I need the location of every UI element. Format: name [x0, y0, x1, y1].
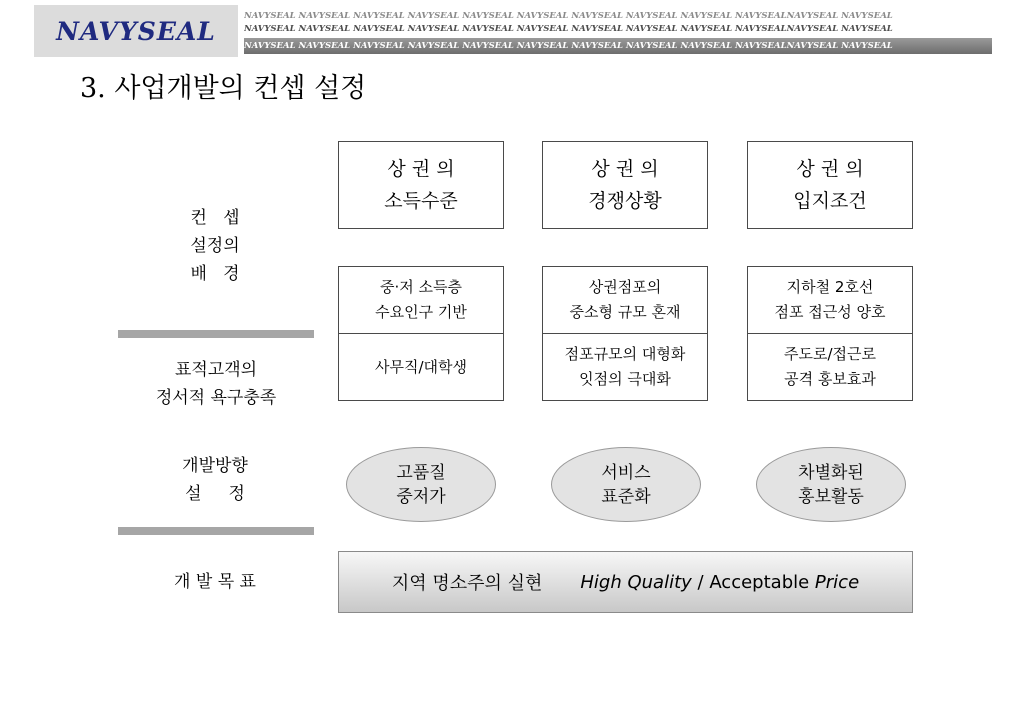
watermark-line-2: NAVYSEAL NAVYSEAL NAVYSEAL NAVYSEAL NAVYSEAL NAVYSEAL NAVYSEAL NAVYSEAL NAVYSEAL NAVYSEALNAVYSEAL NAVYSEAL [244, 24, 893, 34]
cell-line: 공격 홍보효과 [784, 370, 876, 388]
background-cell [339, 267, 503, 334]
label-development-goal: 개 발 목 표 [174, 572, 256, 592]
ellipse-line: 서비스 [601, 462, 651, 483]
header-box-income [338, 141, 504, 229]
header-box-competition [542, 141, 708, 229]
ellipse-line: 표준화 [601, 486, 651, 507]
box-line: 상 권 의 [591, 158, 659, 180]
label-concept-background [140, 204, 290, 288]
cell-line: 중·저 소득층 [380, 278, 462, 296]
goal-acceptable: Acceptable [709, 571, 815, 593]
goal-price: Price [814, 571, 860, 593]
cell-line: 지하철 2호선 [786, 278, 874, 296]
box-line: 소득수준 [384, 190, 458, 212]
cell-line: 주도로/접근로 [784, 345, 876, 363]
label-line: 설정의 [190, 236, 240, 256]
cell-line: 잇점의 극대화 [579, 370, 671, 388]
separator-bar [118, 527, 314, 535]
label-line: 개발방향 [182, 456, 248, 476]
box-line: 입지조건 [793, 190, 867, 212]
cell-line: 점포규모의 대형화 [564, 345, 686, 363]
box-line: 상 권 의 [796, 158, 864, 180]
label-line: 표적고객의 [174, 360, 258, 380]
cell-line: 점포 접근성 양호 [774, 303, 886, 321]
watermark-line-1: NAVYSEAL NAVYSEAL NAVYSEAL NAVYSEAL NAVYSEAL NAVYSEAL NAVYSEAL NAVYSEAL NAVYSEAL NAVYSEALNAVYSEAL NAVYSEAL [244, 11, 893, 21]
ellipse-line: 중저가 [396, 486, 446, 507]
label-line: 설 정 [185, 484, 245, 504]
detail-box-competition [542, 266, 708, 401]
cell-line: 사무직/대학생 [375, 357, 467, 376]
direction-ellipse-service [551, 447, 701, 522]
ellipse-line: 고품질 [396, 462, 446, 483]
ellipse-line: 차별화된 [798, 462, 864, 483]
label-line: 배 경 [190, 264, 240, 284]
navyseal-logo [34, 5, 238, 57]
goal-slash: / [691, 571, 710, 593]
cell-line: 수요인구 기반 [375, 303, 467, 321]
direction-ellipse-promotion [756, 447, 906, 522]
cell-line: 상권점포의 [588, 278, 662, 296]
background-cell [543, 267, 707, 334]
ellipse-line: 홍보활동 [798, 486, 864, 507]
needs-cell [543, 334, 707, 400]
box-line: 경쟁상황 [588, 190, 662, 212]
goal-korean: 지역 명소주의 실현 [391, 573, 543, 594]
logo-text: NAVYSEAL [56, 16, 216, 46]
background-cell [748, 267, 912, 334]
needs-cell [748, 334, 912, 400]
detail-box-income [338, 266, 504, 401]
label-line: 정서적 욕구충족 [155, 388, 277, 408]
needs-cell [339, 334, 503, 400]
direction-ellipse-quality [346, 447, 496, 522]
page-title: 3. 사업개발의 컨셉 설정 [80, 73, 367, 104]
label-development-direction [140, 452, 290, 508]
detail-box-location [747, 266, 913, 401]
box-line: 상 권 의 [387, 158, 455, 180]
label-customer-needs [118, 356, 314, 412]
goal-high-quality: High Quality [580, 571, 692, 593]
cell-line: 중소형 규모 혼재 [569, 303, 681, 321]
goal-bar [338, 551, 913, 613]
separator-bar [118, 330, 314, 338]
watermark-line-3: NAVYSEAL NAVYSEAL NAVYSEAL NAVYSEAL NAVYSEAL NAVYSEAL NAVYSEAL NAVYSEAL NAVYSEAL NAVYSEALNAVYSEAL NAVYSEAL [244, 38, 992, 54]
label-line: 컨 셉 [190, 208, 240, 228]
header-box-location [747, 141, 913, 229]
